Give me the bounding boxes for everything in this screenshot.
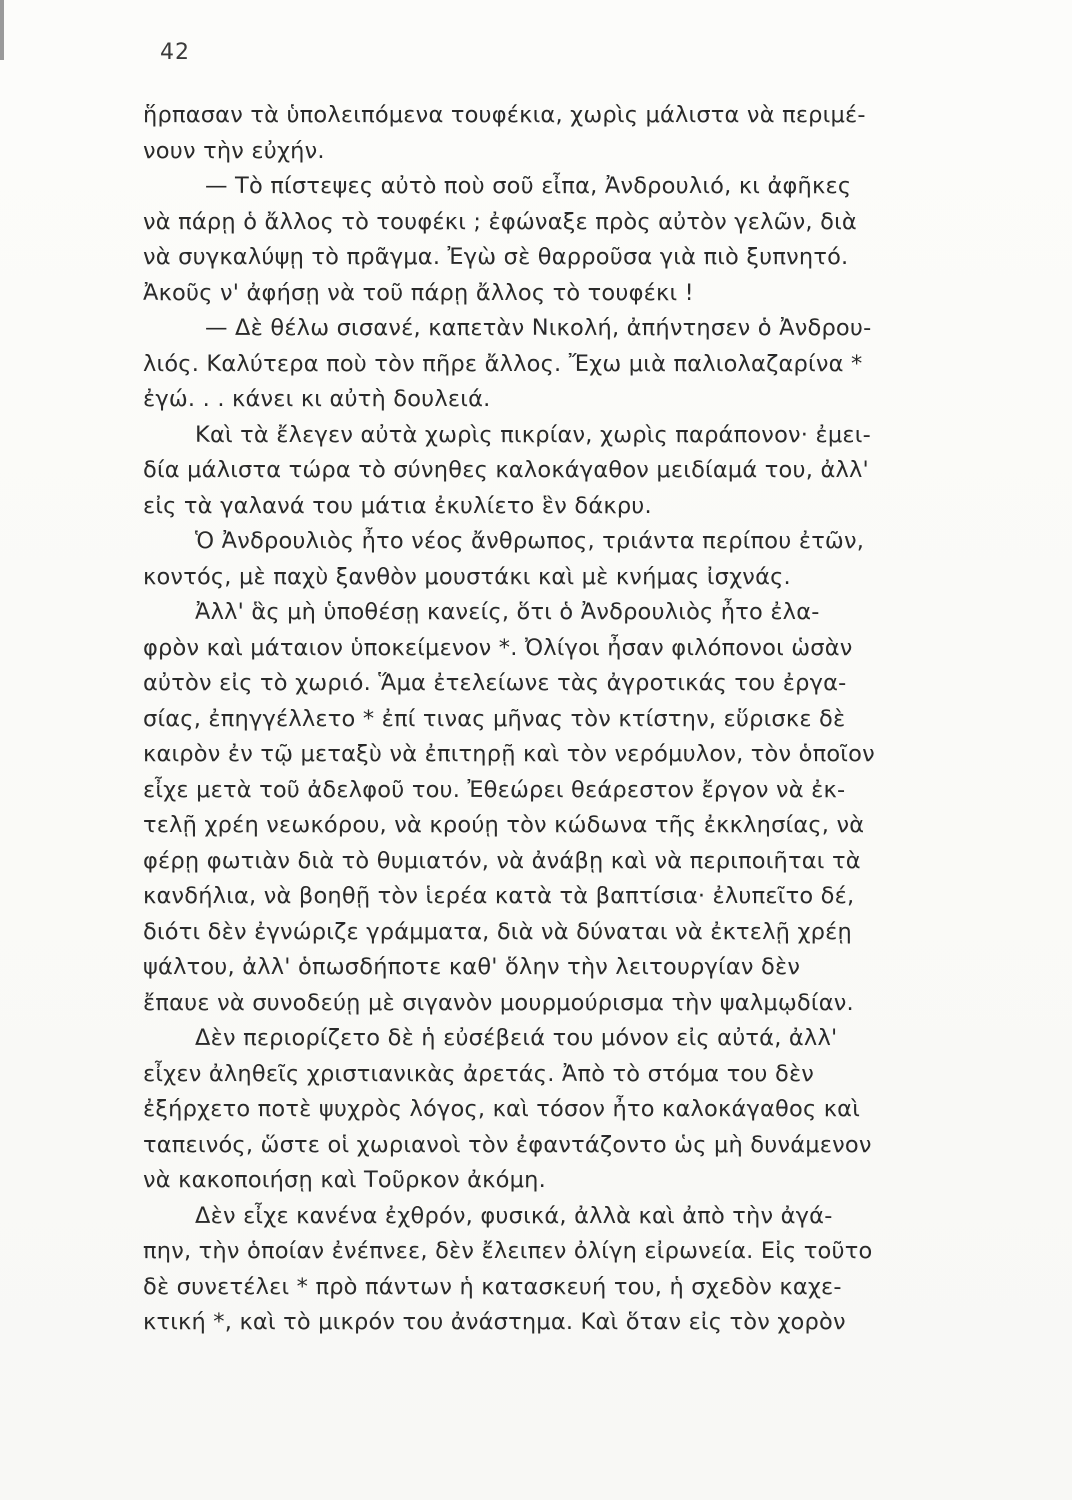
text-line: σίας, ἐπηγγέλλετο * ἐπί τινας μῆνας τὸν κτίστην, εὕρισκε δὲ xyxy=(143,705,846,732)
text-line: νὰ πάρῃ ὁ ἄλλος τὸ τουφέκι ; ἐφώναξε πρὸς αὐτὸν γελῶν, διὰ xyxy=(143,208,857,235)
page-edge-mark xyxy=(0,0,4,60)
text-line: φέρῃ φωτιὰν διὰ τὸ θυμιατόν, νὰ ἀνάβῃ καὶ νὰ περιποιῆται τὰ xyxy=(143,847,861,874)
text-line: Δὲν εἶχε κανένα ἐχθρόν, φυσικά, ἀλλὰ καὶ ἀπὸ τὴν ἀγά- xyxy=(195,1202,833,1229)
text-line: καιρὸν ἐν τῷ μεταξὺ νὰ ἐπιτηρῇ καὶ τὸν νερόμυλον, τὸν ὁποῖον xyxy=(143,741,875,767)
text-line: Δὲν περιορίζετο δὲ ἡ εὐσέβειά του μόνον εἰς αὐτά, ἀλλ' xyxy=(195,1025,838,1051)
text-line: δία μάλιστα τώρα τὸ σύνηθες καλοκάγαθον μειδίαμά του, ἀλλ' xyxy=(143,457,869,483)
text-line: πην, τὴν ὁποίαν ἐνέπνεε, δὲν ἔλειπεν ὀλίγη εἰρωνεία. Εἰς τοῦτο xyxy=(143,1238,873,1264)
text-line: κτική *, καὶ τὸ μικρόν του ἀνάστημα. Καὶ ὅταν εἰς τὸν χορὸν xyxy=(143,1309,846,1335)
text-line: τελῇ χρέη νεωκόρου, νὰ κρούῃ τὸν κώδωνα τῆς ἐκκλησίας, νὰ xyxy=(143,812,865,838)
text-line: — Τὸ πίστεψες αὐτὸ ποὺ σοῦ εἶπα, Ἀνδρουλιό, κι ἀφῆκες xyxy=(205,173,852,199)
text-line: Ἀλλ' ἃς μὴ ὑποθέσῃ κανείς, ὅτι ὁ Ἀνδρουλιὸς ἦτο ἐλα- xyxy=(195,599,820,625)
text-line: λιός. Καλύτερα ποὺ τὸν πῆρε ἄλλος. Ἔχω μιὰ παλιολαζαρίνα * xyxy=(143,350,863,377)
body-text xyxy=(143,98,1043,1341)
text-line: — Δὲ θέλω σισανέ, καπετὰν Νικολή, ἀπήντησεν ὁ Ἀνδρου- xyxy=(205,315,872,341)
text-line: φρὸν καὶ μάταιον ὑποκείμενον *. Ὀλίγοι ἦσαν φιλόπονοι ὡσὰν xyxy=(143,634,853,661)
text-line: κοντός, μὲ παχὺ ξανθὸν μουστάκι καὶ μὲ κνήμας ἰσχνάς. xyxy=(143,563,791,590)
text-line: ψάλτου, ἀλλ' ὁπωσδήποτε καθ' ὅλην τὴν λειτουργίαν δὲν xyxy=(143,954,801,980)
text-line: ἐξήρχετο ποτὲ ψυχρὸς λόγος, καὶ τόσον ἦτο καλοκάγαθος καὶ xyxy=(143,1096,861,1122)
text-line: εἶχεν ἀληθεῖς χριστιανικὰς ἀρετάς. Ἀπὸ τὸ στόμα του δὲν xyxy=(143,1060,815,1087)
text-line: Καὶ τὰ ἔλεγεν αὐτὰ χωρὶς πικρίαν, χωρὶς παράπονον· ἐμει- xyxy=(195,421,871,448)
text-line: Ἀκοῦς ν' ἀφήσῃ νὰ τοῦ πάρῃ ἄλλος τὸ τουφέκι ! xyxy=(143,279,694,306)
text-line: κανδήλια, νὰ βοηθῇ τὸν ἱερέα κατὰ τὰ βαπτίσια· ἐλυπεῖτο δέ, xyxy=(143,883,855,909)
text-line: αὐτὸν εἰς τὸ χωριό. Ἅμα ἐτελείωνε τὰς ἀγροτικάς του ἐργα- xyxy=(143,670,847,696)
text-line: εἶχε μετὰ τοῦ ἀδελφοῦ του. Ἐθεώρει θεάρεστον ἔργον νὰ ἐκ- xyxy=(143,776,846,803)
page-number: 42 xyxy=(160,40,190,65)
text-line: εἰς τὰ γαλανά του μάτια ἐκυλίετο ἓν δάκρυ. xyxy=(143,492,652,519)
text-line: Ὁ Ἀνδρουλιὸς ἦτο νέος ἄνθρωπος, τριάντα περίπου ἐτῶν, xyxy=(195,528,865,554)
text-line: νὰ κακοποιήσῃ καὶ Τοῦρκον ἀκόμη. xyxy=(143,1167,546,1193)
text-line: ἐγώ. . . κάνει κι αὐτὴ δουλειά. xyxy=(143,386,491,412)
text-line: δὲ συνετέλει * πρὸ πάντων ἡ κατασκευή του, ἡ σχεδὸν καχε- xyxy=(143,1273,842,1300)
text-line: ταπεινός, ὥστε οἱ χωριανοὶ τὸν ἐφαντάζοντο ὡς μὴ δυνάμενον xyxy=(143,1131,872,1158)
text-line: διότι δὲν ἐγνώριζε γράμματα, διὰ νὰ δύναται νὰ ἐκτελῇ χρέῃ xyxy=(143,918,852,945)
text-line: ἥρπασαν τὰ ὑπολειπόμενα τουφέκια, χωρὶς μάλιστα νὰ περιμέ- xyxy=(143,102,866,128)
text-line: ἔπαυε νὰ συνοδεύῃ μὲ σιγανὸν μουρμούρισμα τὴν ψαλμῳδίαν. xyxy=(143,989,854,1016)
text-line: νὰ συγκαλύψῃ τὸ πρᾶγμα. Ἐγὼ σὲ θαρροῦσα γιὰ πιὸ ξυπνητό. xyxy=(143,244,849,270)
text-line: νουν τὴν εὐχήν. xyxy=(143,137,325,164)
